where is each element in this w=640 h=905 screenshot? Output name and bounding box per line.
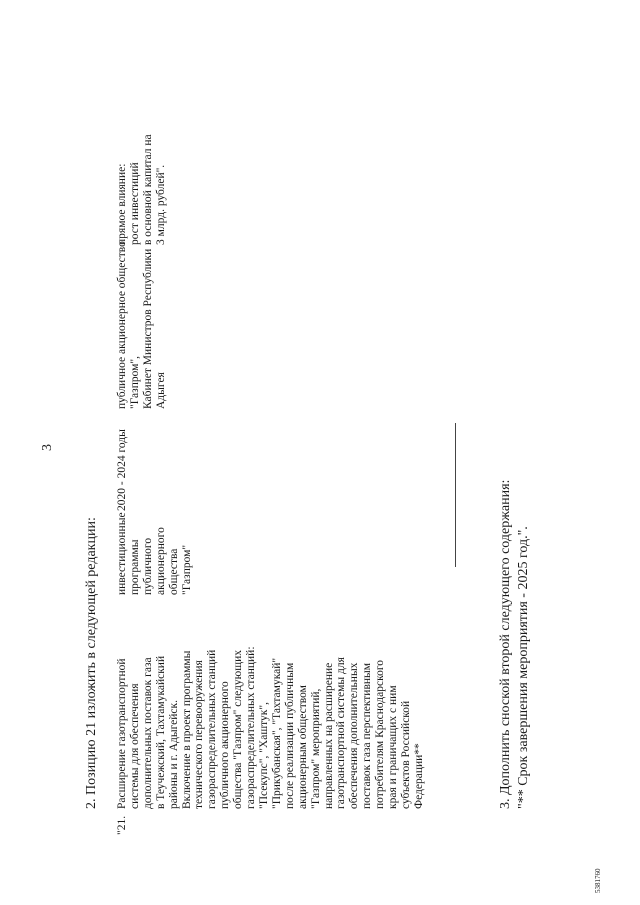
description-line: Включение в проект программы: [180, 650, 193, 809]
row-description: [116, 646, 426, 809]
description-line: акционерным обществом: [296, 685, 309, 809]
description-line: Федерации**: [412, 743, 425, 809]
description-line: обеспечения дополнительных: [348, 662, 361, 809]
description-line: поставок газа перспективным: [361, 662, 374, 809]
description-line: "Псекупс", "Хаштук",: [257, 702, 270, 809]
executor-line: публичное акционерное общество: [116, 241, 128, 409]
description-line: после реализации публичным: [283, 662, 296, 809]
description-line: в Теучежский, Тахтамукайский: [154, 655, 167, 809]
page-number: 3: [40, 444, 55, 451]
description-line: направленных на расширение: [322, 662, 335, 809]
description-line: дополнительных поставок газа: [141, 657, 154, 809]
footnote-text: "** Срок завершения мероприятия - 2025 год.".: [516, 526, 531, 809]
executor-line: "Газпром",: [128, 356, 141, 409]
description-line: субъектов Российской: [399, 700, 412, 809]
description-line: публичного акционерного: [219, 681, 232, 809]
description-line: системы для обеспечения: [128, 683, 141, 809]
description-line: газораспределительных станций: [206, 649, 219, 809]
source-line: программы: [128, 539, 141, 595]
description-line: технического перевооружения: [193, 660, 206, 809]
source-line: общества: [167, 548, 180, 595]
source-line: инвестиционные: [116, 512, 128, 595]
row-funding-source: [116, 512, 193, 595]
table-end-rule: [455, 423, 456, 567]
description-line: общества "Газпром" следующих: [232, 650, 245, 809]
description-line: районы и г. Адыгейск.: [167, 700, 180, 809]
row-period: 2020 - 2024 годы: [116, 429, 128, 511]
row-executors: [116, 241, 168, 409]
row-effect: [116, 134, 168, 245]
description-line: газотранспортной системы для: [335, 657, 348, 809]
executor-line: Кабинет Министров Республики: [141, 248, 154, 409]
description-line: "Прикубанская", "Тахтамукай": [270, 657, 283, 809]
effect-line: прямое влияние:: [116, 163, 128, 245]
source-line: акционерного: [154, 527, 167, 595]
effect-line: 3 млрд. рублей".: [154, 164, 167, 245]
source-line: публичного: [141, 537, 154, 595]
instruction-2: 2. Позицию 21 изложить в следующей редакции:: [84, 517, 99, 809]
effect-line: рост инвестиций: [128, 162, 141, 245]
description-line: края и граничащих с ним: [387, 685, 400, 809]
row-number: "21.: [116, 815, 128, 835]
description-line: потребителям Краснодарского: [374, 659, 387, 809]
description-line: Расширение газотранспортной: [116, 658, 128, 809]
description-line: газораспределительных станций:: [245, 646, 258, 809]
executor-line: Адыгея: [154, 372, 167, 409]
description-line: "Газпром" мероприятий,: [309, 688, 322, 809]
document-code: 5381760: [594, 868, 602, 893]
source-line: "Газпром": [180, 544, 193, 595]
effect-line: в основной капитал на: [141, 134, 154, 245]
instruction-3: 3. Дополнить сноской второй следующего содержания:: [498, 479, 513, 809]
